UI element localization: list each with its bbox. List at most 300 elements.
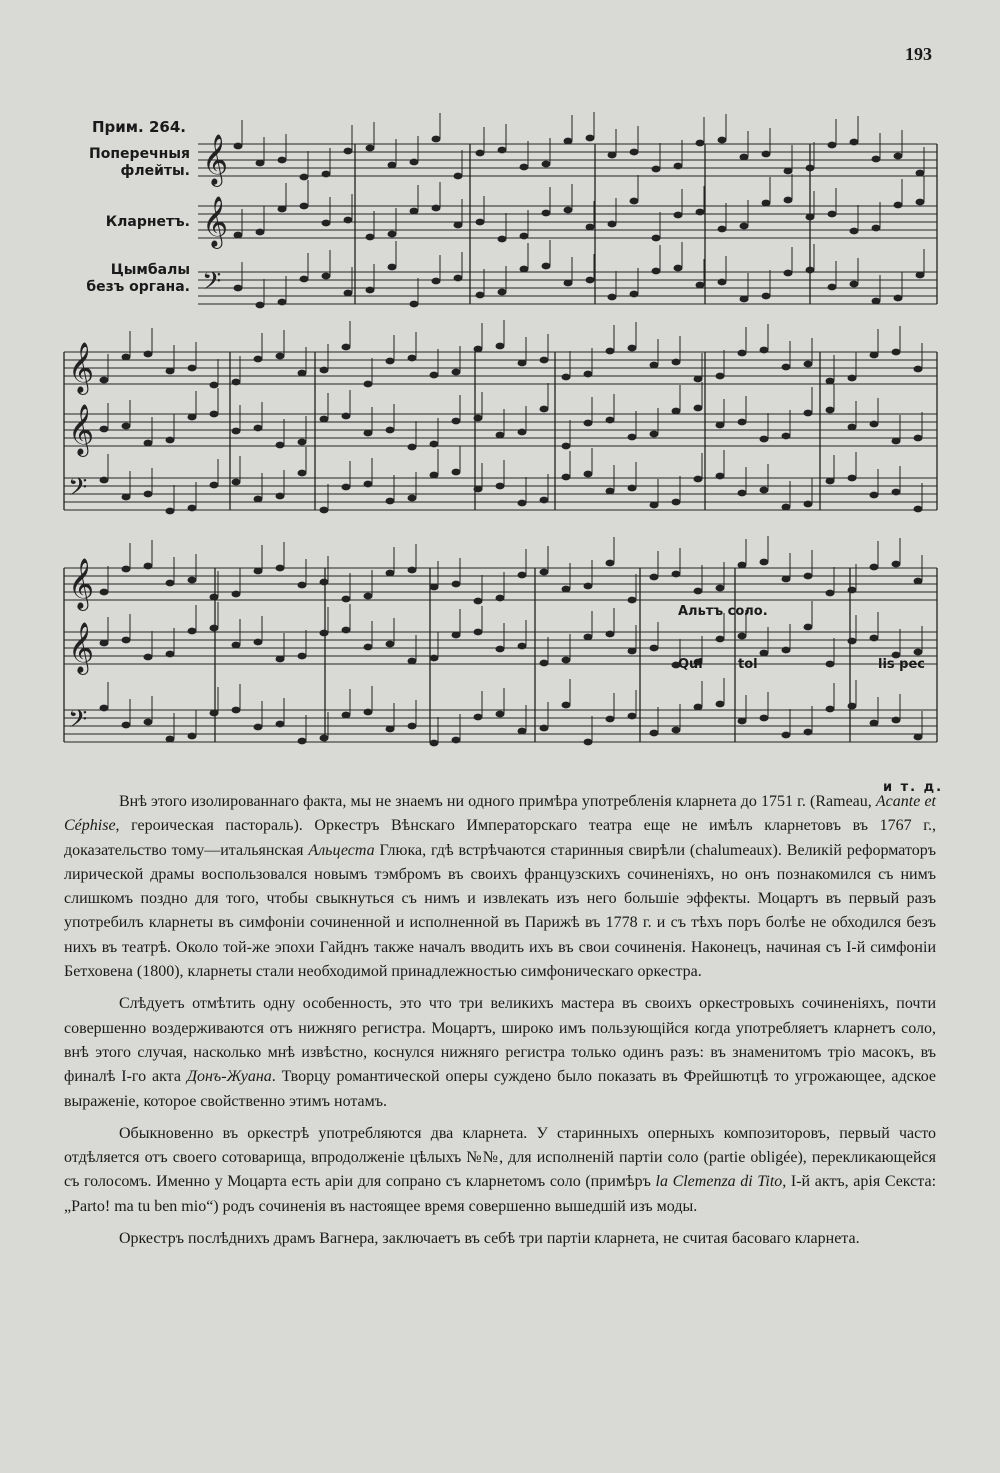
note-head <box>762 151 771 158</box>
note-head <box>716 636 725 643</box>
note-head <box>562 702 571 709</box>
body-text <box>64 790 936 1259</box>
cembalo-label-line2: безъ органа. <box>86 279 190 295</box>
note-head <box>650 431 659 438</box>
note-head <box>892 489 901 496</box>
note-head <box>452 469 461 476</box>
note-head <box>564 280 573 287</box>
note-head <box>452 632 461 639</box>
note-head <box>740 154 749 161</box>
note-head <box>386 641 395 648</box>
note-head <box>540 569 549 576</box>
note-head <box>298 582 307 589</box>
alto-solo-marking: Альтъ соло. <box>678 604 768 619</box>
note-head <box>188 577 197 584</box>
note-head <box>386 358 395 365</box>
note-head <box>122 722 131 729</box>
note-head <box>430 584 439 591</box>
note-head <box>322 171 331 178</box>
note-head <box>892 349 901 356</box>
note-head <box>498 147 507 154</box>
lyric-syllable: Qui <box>678 657 703 672</box>
note-head <box>232 479 241 486</box>
note-head <box>870 720 879 727</box>
note-head <box>300 203 309 210</box>
note-head <box>672 359 681 366</box>
note-head <box>496 432 505 439</box>
note-head <box>518 728 527 735</box>
note-head <box>276 493 285 500</box>
note-head <box>518 360 527 367</box>
paragraph: Обыкновенно въ оркестрѣ употребляются два кларнета. У старинныхъ оперныхъ композиторовъ, первый часто отдѣляется отъ своего сотоварища, впродолженіе цѣлыхъ №№, для исполненій партіи соло (partie obligée), перекликающейся съ голосомъ. Именно у Моцарта есть аріи для сопрано съ кларнетомъ соло (примѣръ la Clemenza di Tito, I-й актъ, арія Секста: „Parto! ma tu ben mio“) родъ сочиненія въ настоящее время совершенно вышедшій изъ моды. <box>64 1124 937 1215</box>
note-head <box>652 166 661 173</box>
note-head <box>278 157 287 164</box>
note-head <box>914 734 923 741</box>
note-head <box>672 499 681 506</box>
note-head <box>784 168 793 175</box>
note-head <box>122 423 131 430</box>
note-head <box>914 506 923 513</box>
note-head <box>540 406 549 413</box>
note-head <box>694 376 703 383</box>
note-head <box>608 221 617 228</box>
note-head <box>848 587 857 594</box>
note-head <box>256 160 265 167</box>
note-head <box>828 284 837 291</box>
note-head <box>804 361 813 368</box>
note-head <box>804 624 813 631</box>
note-head <box>210 411 219 418</box>
note-head <box>408 658 417 665</box>
note-head <box>364 481 373 488</box>
note-head <box>608 294 617 301</box>
note-head <box>738 633 747 640</box>
note-head <box>606 348 615 355</box>
note-head <box>628 345 637 352</box>
note-head <box>696 282 705 289</box>
note-head <box>826 590 835 597</box>
note-head <box>584 583 593 590</box>
note-head <box>562 474 571 481</box>
note-head <box>408 723 417 730</box>
note-head <box>232 428 241 435</box>
bass-clef-icon: 𝄢 <box>68 705 88 740</box>
note-head <box>430 441 439 448</box>
note-head <box>694 704 703 711</box>
note-head <box>234 232 243 239</box>
note-head <box>674 265 683 272</box>
note-head <box>364 381 373 388</box>
note-head <box>518 572 527 579</box>
note-head <box>584 634 593 641</box>
note-head <box>232 642 241 649</box>
note-head <box>388 162 397 169</box>
note-head <box>520 233 529 240</box>
treble-clef-icon: 𝄞 <box>202 134 229 185</box>
note-head <box>498 236 507 243</box>
note-head <box>606 488 615 495</box>
note-head <box>276 442 285 449</box>
note-head <box>344 217 353 224</box>
note-head <box>518 643 527 650</box>
note-head <box>144 440 153 447</box>
note-head <box>804 501 813 508</box>
note-head <box>320 630 329 637</box>
note-head <box>894 202 903 209</box>
note-head <box>694 405 703 412</box>
note-head <box>188 733 197 740</box>
note-head <box>254 639 263 646</box>
note-head <box>496 343 505 350</box>
note-head <box>872 156 881 163</box>
paragraph: Оркестръ послѣднихъ драмъ Вагнера, заключаетъ въ себѣ три партіи кларнета, не считая басоваго кларнета. <box>119 1230 860 1248</box>
note-head <box>672 571 681 578</box>
note-head <box>100 426 109 433</box>
note-head <box>122 354 131 361</box>
note-head <box>144 654 153 661</box>
note-head <box>630 149 639 156</box>
note-head <box>586 135 595 142</box>
note-head <box>342 712 351 719</box>
note-head <box>850 139 859 146</box>
instrument-label-clarinet: Кларнетъ. <box>105 214 190 230</box>
note-head <box>760 715 769 722</box>
note-head <box>100 705 109 712</box>
note-head <box>740 223 749 230</box>
note-head <box>386 726 395 733</box>
note-head <box>718 137 727 144</box>
note-head <box>474 346 483 353</box>
note-head <box>452 581 461 588</box>
note-head <box>188 628 197 635</box>
note-head <box>432 205 441 212</box>
note-head <box>608 152 617 159</box>
note-head <box>916 170 925 177</box>
note-head <box>650 502 659 509</box>
note-head <box>320 367 329 374</box>
note-head <box>276 565 285 572</box>
note-head <box>298 738 307 745</box>
note-head <box>300 174 309 181</box>
note-head <box>586 224 595 231</box>
bass-clef-icon: 𝄢 <box>68 473 88 508</box>
note-head <box>520 164 529 171</box>
note-head <box>298 439 307 446</box>
note-head <box>320 507 329 514</box>
note-head <box>540 660 549 667</box>
note-head <box>848 375 857 382</box>
note-head <box>738 350 747 357</box>
note-head <box>826 478 835 485</box>
note-head <box>452 737 461 744</box>
note-head <box>300 276 309 283</box>
note-head <box>430 655 439 662</box>
note-head <box>652 268 661 275</box>
note-head <box>144 351 153 358</box>
paragraph: Внѣ этого изолированнаго факта, мы не знаемъ ни одного примѣра употребленія кларнета до 1751 г. (Rameau, Acante et Céphise, героическая пастораль). Оркестръ Вѣнскаго Императорскаго театра еще не имѣлъ кларнетовъ въ 1767 г., доказательство тому—итальянская Альцеста Глюка, гдѣ встрѣчаются старинныя свирѣли (chalumeaux). Великій реформаторъ лирической драмы воспользовался новымъ тэмбромъ въ своихъ французскихъ сочиненіяхъ, но онъ познакомился съ нимъ слишкомъ поздно для того, чтобы свыкнуться съ нимъ и извлекать изъ него большіе эффекты. Моцартъ въ первый разъ употребилъ кларнеты въ симфоніи сочиненной и исполненной въ Парижѣ въ 1778 г. и съ тѣхъ поръ болѣе не обходился безъ нихъ въ театрѣ. Около той-же эпохи Гайднъ также началъ вводить ихъ въ свои сочиненія. Наконецъ, начиная съ I-й симфоніи Бетховена (1800), кларнеты стали необходимой принадлежностью симфоническаго оркестра. <box>64 793 936 981</box>
note-head <box>914 435 923 442</box>
note-head <box>166 508 175 515</box>
note-head <box>188 365 197 372</box>
note-head <box>892 717 901 724</box>
note-head <box>210 382 219 389</box>
note-head <box>628 597 637 604</box>
note-head <box>320 735 329 742</box>
note-head <box>826 706 835 713</box>
note-head <box>410 159 419 166</box>
note-head <box>278 299 287 306</box>
note-head <box>650 730 659 737</box>
note-head <box>498 289 507 296</box>
note-head <box>894 295 903 302</box>
note-head <box>762 200 771 207</box>
note-head <box>520 266 529 273</box>
note-head <box>144 491 153 498</box>
note-head <box>672 408 681 415</box>
note-head <box>782 732 791 739</box>
note-head <box>674 163 683 170</box>
note-head <box>540 357 549 364</box>
note-head <box>166 437 175 444</box>
note-head <box>166 580 175 587</box>
note-head <box>454 275 463 282</box>
note-head <box>696 140 705 147</box>
note-head <box>694 476 703 483</box>
note-head <box>760 559 769 566</box>
treble-clef-icon: 𝄞 <box>68 622 95 673</box>
note-head <box>872 298 881 305</box>
note-head <box>870 421 879 428</box>
note-head <box>762 293 771 300</box>
note-head <box>782 364 791 371</box>
note-head <box>166 368 175 375</box>
note-head <box>694 588 703 595</box>
note-head <box>562 586 571 593</box>
note-head <box>542 210 551 217</box>
lyric-syllable: tol <box>738 657 758 672</box>
note-head <box>562 374 571 381</box>
note-head <box>584 420 593 427</box>
note-head <box>342 627 351 634</box>
end-mark: и т. д. <box>883 780 944 795</box>
note-head <box>540 497 549 504</box>
note-head <box>916 272 925 279</box>
note-head <box>716 422 725 429</box>
note-head <box>584 739 593 746</box>
note-head <box>364 430 373 437</box>
note-head <box>474 714 483 721</box>
note-head <box>672 727 681 734</box>
note-head <box>100 477 109 484</box>
note-head <box>254 568 263 575</box>
note-head <box>870 492 879 499</box>
note-head <box>188 505 197 512</box>
note-head <box>518 500 527 507</box>
lyric-syllable: lis pec <box>878 657 926 672</box>
note-head <box>914 578 923 585</box>
note-head <box>564 138 573 145</box>
note-head <box>100 377 109 384</box>
note-head <box>122 494 131 501</box>
note-head <box>144 563 153 570</box>
note-head <box>542 161 551 168</box>
note-head <box>430 372 439 379</box>
note-head <box>652 235 661 242</box>
example-label: Прим. 264. <box>92 118 186 136</box>
note-head <box>410 208 419 215</box>
note-head <box>760 650 769 657</box>
note-head <box>122 637 131 644</box>
note-head <box>564 207 573 214</box>
paragraph: Слѣдуетъ отмѣтить одну особенность, это что три великихъ мастера въ своихъ оркестровыхъ сочиненіяхъ, почти совершенно воздерживаются отъ нижняго регистра. Моцартъ, широко имъ пользующійся когда употребляетъ кларнетъ соло, внѣ этого случая, насколько мнѣ извѣстно, коснулся нижняго регистра только одинъ разъ: въ знаменитомъ тріо масокъ, въ финалѣ I-го акта Донъ-Жуана. Творцу романтической оперы суждено было показать въ Фрейшютцѣ то угрожающее, адское выраженіе, которое свойственно этимъ нотамъ. <box>64 995 937 1110</box>
note-head <box>144 719 153 726</box>
note-head <box>454 173 463 180</box>
page-number: 193 <box>905 44 932 64</box>
note-head <box>452 369 461 376</box>
note-head <box>828 142 837 149</box>
note-head <box>234 143 243 150</box>
note-head <box>650 645 659 652</box>
note-head <box>254 724 263 731</box>
note-head <box>542 263 551 270</box>
note-head <box>342 344 351 351</box>
note-head <box>716 473 725 480</box>
note-head <box>322 273 331 280</box>
note-head <box>518 429 527 436</box>
note-head <box>674 212 683 219</box>
note-head <box>738 718 747 725</box>
note-head <box>562 443 571 450</box>
note-head <box>784 270 793 277</box>
note-head <box>804 410 813 417</box>
note-head <box>298 370 307 377</box>
note-head <box>738 419 747 426</box>
note-head <box>388 231 397 238</box>
note-head <box>232 379 241 386</box>
note-head <box>718 226 727 233</box>
note-head <box>760 436 769 443</box>
note-head <box>894 153 903 160</box>
note-head <box>716 373 725 380</box>
note-head <box>628 648 637 655</box>
note-head <box>100 640 109 647</box>
note-head <box>848 475 857 482</box>
note-head <box>320 579 329 586</box>
note-head <box>586 277 595 284</box>
note-head <box>430 740 439 747</box>
note-head <box>408 567 417 574</box>
note-head <box>738 562 747 569</box>
note-head <box>562 657 571 664</box>
flutes-label-line1: Поперечныя <box>89 146 190 162</box>
note-head <box>850 228 859 235</box>
note-head <box>210 710 219 717</box>
note-head <box>606 417 615 424</box>
note-head <box>782 576 791 583</box>
note-head <box>870 635 879 642</box>
note-head <box>474 598 483 605</box>
note-head <box>540 725 549 732</box>
note-head <box>388 264 397 271</box>
note-head <box>232 591 241 598</box>
note-head <box>256 302 265 309</box>
note-head <box>650 574 659 581</box>
note-head <box>914 366 923 373</box>
note-head <box>276 721 285 728</box>
note-head <box>628 485 637 492</box>
note-head <box>410 301 419 308</box>
note-head <box>828 211 837 218</box>
note-head <box>210 482 219 489</box>
bass-clef-icon: 𝄢 <box>202 267 222 302</box>
note-head <box>166 736 175 743</box>
note-head <box>760 487 769 494</box>
note-head <box>716 585 725 592</box>
note-head <box>452 418 461 425</box>
note-head <box>256 229 265 236</box>
note-head <box>366 145 375 152</box>
note-head <box>628 434 637 441</box>
note-head <box>740 296 749 303</box>
note-head <box>584 371 593 378</box>
note-head <box>826 378 835 385</box>
treble-clef-icon: 𝄞 <box>68 558 95 609</box>
note-head <box>278 206 287 213</box>
note-head <box>606 716 615 723</box>
note-head <box>630 291 639 298</box>
note-head <box>606 631 615 638</box>
note-head <box>386 570 395 577</box>
note-head <box>386 427 395 434</box>
note-head <box>232 707 241 714</box>
note-head <box>870 564 879 571</box>
note-head <box>322 220 331 227</box>
note-head <box>276 353 285 360</box>
note-head <box>892 438 901 445</box>
note-head <box>804 729 813 736</box>
note-head <box>848 424 857 431</box>
note-head <box>474 629 483 636</box>
note-head <box>254 496 263 503</box>
note-head <box>696 209 705 216</box>
note-head <box>342 596 351 603</box>
note-head <box>826 661 835 668</box>
note-head <box>432 136 441 143</box>
note-head <box>408 495 417 502</box>
note-head <box>100 589 109 596</box>
note-head <box>650 362 659 369</box>
treble-clef-icon: 𝄞 <box>68 342 95 393</box>
note-head <box>364 593 373 600</box>
note-head <box>476 219 485 226</box>
note-head <box>366 287 375 294</box>
treble-clef-icon: 𝄞 <box>202 196 229 247</box>
note-head <box>496 595 505 602</box>
note-head <box>320 416 329 423</box>
note-head <box>826 407 835 414</box>
note-head <box>344 290 353 297</box>
note-head <box>606 560 615 567</box>
note-head <box>630 198 639 205</box>
note-head <box>166 651 175 658</box>
note-head <box>892 561 901 568</box>
note-head <box>584 471 593 478</box>
note-head <box>298 653 307 660</box>
note-head <box>364 709 373 716</box>
note-head <box>210 625 219 632</box>
note-head <box>408 355 417 362</box>
note-head <box>254 425 263 432</box>
